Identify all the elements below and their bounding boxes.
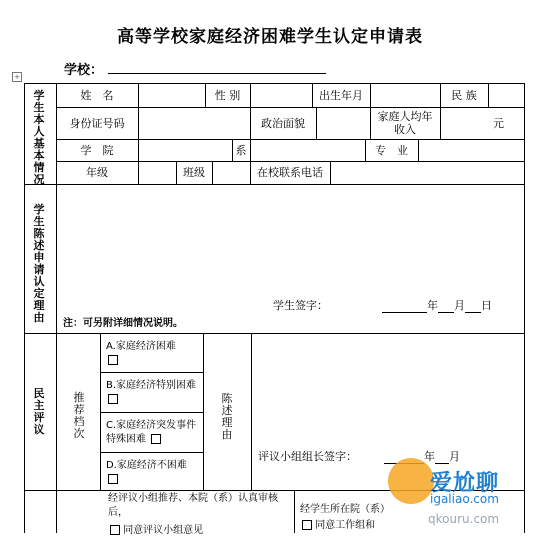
- option-c[interactable]: C.家庭经济突发事件特殊困难: [106, 420, 197, 445]
- class-field[interactable]: [212, 161, 250, 184]
- department-field[interactable]: [250, 139, 365, 161]
- checkbox-c[interactable]: [151, 434, 161, 444]
- school-agree-checkbox[interactable]: [302, 520, 312, 530]
- leader-signature-label: 评议小组组长签字：: [258, 450, 357, 463]
- grade-field[interactable]: [138, 161, 176, 184]
- income-unit: 元: [493, 116, 504, 130]
- school-agree-option[interactable]: 同意工作组和: [300, 516, 375, 531]
- name-field[interactable]: [138, 83, 205, 107]
- id-number-label: 身份证号码: [69, 116, 125, 130]
- review-reason-field[interactable]: [254, 336, 522, 436]
- phone-label: 在校联系电话: [257, 166, 323, 179]
- section-review-heading: 民主评议: [33, 387, 45, 436]
- id-number-field[interactable]: [138, 107, 250, 139]
- section-reason-heading: 学生陈述申请认定理由: [33, 203, 45, 324]
- income-label: 家庭人均年收入: [377, 110, 433, 136]
- watermark-url-secondary: qkouru.com: [428, 512, 500, 526]
- checkbox-a[interactable]: [108, 355, 118, 365]
- leader-sign-date[interactable]: 年 月: [384, 448, 460, 464]
- gender-label: 性 别: [214, 88, 241, 102]
- watermark-brand: 爱尬聊: [430, 471, 500, 496]
- checkbox-d[interactable]: [108, 474, 118, 484]
- college-label: 学 院: [80, 143, 114, 157]
- birth-label: 出生年月: [319, 88, 363, 102]
- ethnic-label: 民 族: [451, 88, 477, 102]
- college-review-text: 经评议小组推荐、本院（系）认真审核后，: [108, 493, 278, 518]
- name-label: 姓 名: [80, 88, 114, 102]
- option-a[interactable]: A.家庭经济困难: [106, 340, 201, 368]
- watermark-logo-icon: [388, 458, 434, 504]
- recommend-level-label: 推荐档次: [73, 391, 85, 440]
- student-sign-date[interactable]: 年 月 日: [382, 297, 492, 313]
- option-d[interactable]: D.家庭经济不困难: [106, 459, 201, 487]
- table-anchor-icon[interactable]: +: [12, 72, 22, 82]
- section-basic-info-heading: 学生本人基本情况: [33, 89, 45, 186]
- student-signature-label: 学生签字：: [273, 299, 328, 312]
- college-field[interactable]: [138, 139, 232, 161]
- department-label: 系: [235, 143, 247, 157]
- major-label: 专 业: [375, 143, 408, 157]
- class-label: 班级: [183, 166, 205, 179]
- form-title: 高等学校家庭经济困难学生认定申请表: [117, 27, 423, 47]
- watermark-url: igaliao.com: [430, 492, 499, 506]
- reason-label: 陈述理由: [221, 392, 233, 441]
- politics-field[interactable]: [316, 107, 370, 139]
- college-agree-option[interactable]: 同意评议小组意见: [108, 521, 203, 536]
- birth-field[interactable]: [370, 83, 440, 107]
- school-input-line[interactable]: [108, 73, 326, 74]
- gender-field[interactable]: [250, 83, 312, 107]
- phone-field[interactable]: [330, 161, 524, 184]
- reason-textarea[interactable]: [58, 188, 520, 293]
- college-agree-checkbox[interactable]: [110, 525, 120, 535]
- ethnic-field[interactable]: [488, 83, 524, 107]
- major-field[interactable]: [418, 139, 524, 161]
- attachment-note: 注：可另附详细情况说明。: [63, 318, 183, 329]
- checkbox-b[interactable]: [108, 394, 118, 404]
- politics-label: 政治面貌: [261, 116, 305, 130]
- option-b[interactable]: B.家庭经济特别困难: [106, 379, 201, 407]
- school-review-text: 经学生所在院（系）: [300, 504, 390, 515]
- grade-label: 年级: [86, 166, 108, 179]
- school-label: 学校：: [64, 63, 104, 78]
